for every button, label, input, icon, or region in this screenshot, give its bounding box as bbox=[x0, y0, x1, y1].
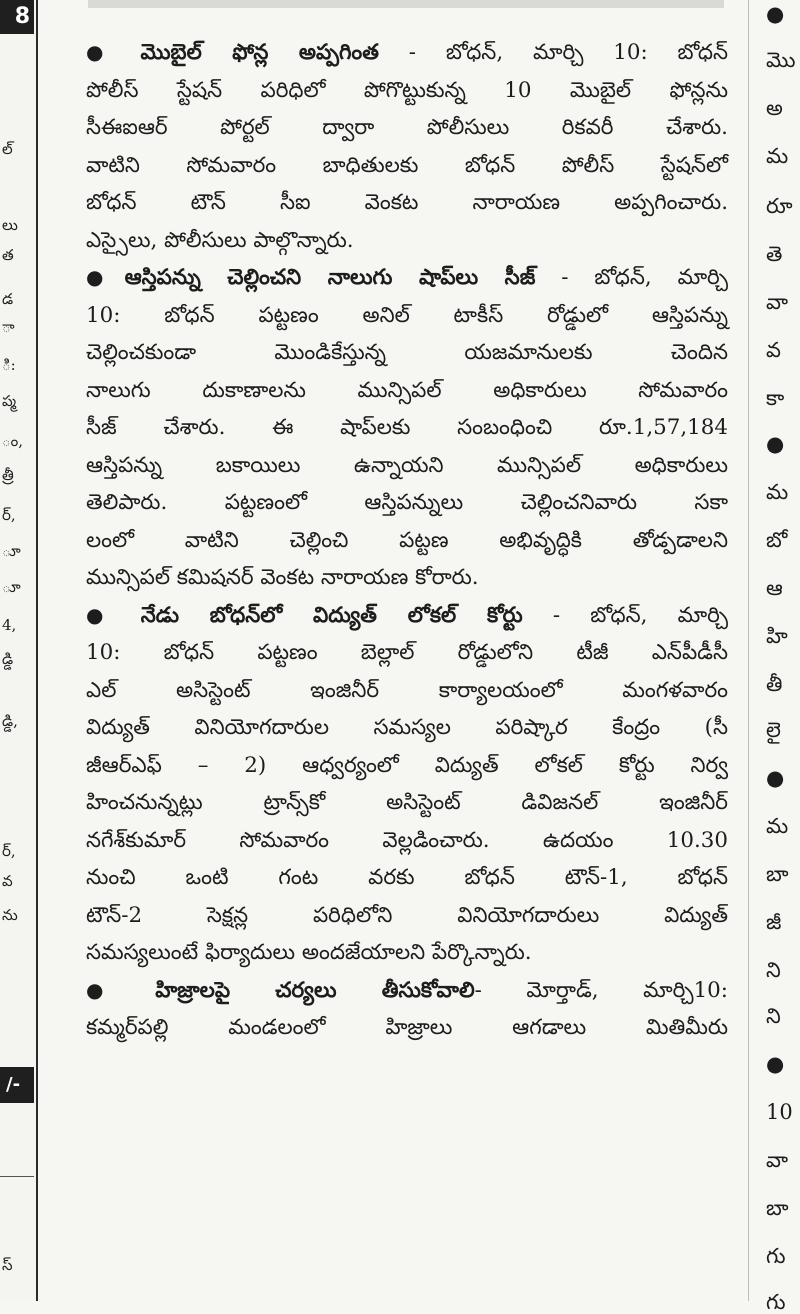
right-fragment: రూ bbox=[766, 194, 793, 218]
left-fragment: వ bbox=[2, 872, 13, 890]
left-fragment: ూ bbox=[2, 578, 21, 596]
left-fragment: 4, bbox=[2, 616, 17, 634]
right-fragment: కా bbox=[766, 386, 785, 410]
left-fragment: ా bbox=[2, 318, 15, 336]
text-line: సమస్యలుంటే ఫిర్యాదులు అందజేయాలని పేర్కొన్నారు. bbox=[86, 940, 532, 965]
left-fragment: త్రీ bbox=[2, 466, 14, 484]
right-fragment: మ bbox=[766, 144, 789, 168]
text-line: ఆస్తిపన్ను బకాయిలు ఉన్నాయని మున్సిపల్ అధికారులు bbox=[86, 452, 728, 478]
text-line: పోలీస్ స్టేషన్ పరిధిలో పోగొట్టుకున్న 10 మొబైల్ ఫోన్లను bbox=[86, 77, 728, 103]
right-fragment: బో bbox=[766, 528, 788, 552]
text-line: వాటిని సోమవారం బాధితులకు బోధన్ పోలీస్ స్టేషన్‌లో bbox=[86, 152, 728, 178]
right-fragment: 10 bbox=[766, 1100, 793, 1124]
text-line: తెలిపారు. పట్టణంలో ఆస్తిపన్నులు చెల్లించనివారు సకా bbox=[86, 490, 728, 515]
article-electricity-court: ● నేడు బోధన్‌లో విద్యుత్ లోకల్ కోర్టు - బోధన్, మార్చి 10: బోధన్ పట్టణం బెల్లాల్ రోడ్డులోని టీజీ ఎన్‌పీడీసీ ఎల్ అసిస్టెంట్ ఇంజినీర్ కార్యాలయంలో మంగళవారం విద్యుత్ వినియోగదారుల సమస్యల పరిష్కార కేంద్రం (సీ జీఆర్ఎఫ్ – 2) ఆధ్వర్యంలో విద్యుత్ లోకల్ కోర్టు నిర్వ హించనున్నట్లు ట్రాన్స్‌కో అసిస్టెంట్ డివిజనల్ ఇంజినీర్ నగేశ్‌కుమార్ సోమవారం వెల్లడించారు. ఉదయం 10.30 నుంచి ఒంటి గంట వరకు బోధన్ టౌన్-1, బోధన్ టౌన్-2 సెక్షన్ల పరిధిలోని వినియోగదారులు విద్యుత్ సమస్యలుంటే ఫిర్యాదులు అందజేయాలని పేర్కొన్నారు. bbox=[86, 597, 728, 972]
headline: మొబైల్ ఫోన్ల అప్పగింత bbox=[140, 40, 379, 65]
right-fragment: ని bbox=[766, 958, 781, 982]
article-property-tax: ●ఆస్తిపన్ను చెల్లించని నాలుగు షాప్‌లు సీజ్ - బోధన్, మార్చి 10: బోధన్ పట్టణం అనిల్ టాకీస్ రోడ్డులో ఆస్తిపన్ను చెల్లించకుండా మొండికేస్తున్న యజమానులకు చెందిన నాలుగు దుకాణాలను మున్సిపల్ అధికారులు సోమవారం సీజ్ చేశారు. ఈ షాప్‌లకు సంబంధించి రూ.1,57,184 ఆస్తిపన్ను బకాయిలు ఉన్నాయని మున్సిపల్ అధికారులు తెలిపారు. పట్టణంలో ఆస్తిపన్నులు చెల్లించనివారు సకా లంలో వాటిని చెల్లించి పట్టణ అభివృద్ధికి తోడ్పడాలని మున్సిపల్ కమిషనర్ వెంకట నారాయణ కోరారు. bbox=[86, 259, 728, 597]
right-fragment: ● bbox=[766, 2, 785, 26]
left-fragment: ూ bbox=[2, 542, 21, 560]
right-fragment: బా bbox=[766, 862, 789, 886]
right-fragment: మ bbox=[766, 814, 789, 838]
left-fragment: ర్, bbox=[2, 842, 16, 860]
text-line: సీజ్ చేశారు. ఈ షాప్‌లకు సంబంధించి రూ.1,57,184 bbox=[86, 415, 728, 440]
right-fragment: జీ bbox=[766, 910, 782, 934]
right-fragment: వా bbox=[766, 290, 789, 314]
right-fragment: తీ bbox=[766, 672, 783, 696]
left-fragment: డ bbox=[2, 290, 14, 308]
text-line: హించనున్నట్లు ట్రాన్స్‌కో అసిస్టెంట్ డివిజనల్ ఇంజినీర్ bbox=[86, 790, 728, 815]
column-divider bbox=[748, 0, 749, 1301]
right-fragment: ని bbox=[766, 1004, 781, 1028]
right-fragment: ఆ bbox=[766, 576, 783, 600]
headline: ఆస్తిపన్ను చెల్లించని నాలుగు షాప్‌లు సీజ్ bbox=[124, 265, 536, 290]
text-line: జీఆర్ఎఫ్ – 2) ఆధ్వర్యంలో విద్యుత్ లోకల్ కోర్టు నిర్వ bbox=[86, 752, 728, 778]
top-band bbox=[88, 0, 724, 8]
text-line: చెల్లించకుండా మొండికేస్తున్న యజమానులకు చెందిన bbox=[86, 340, 728, 365]
price-fragment: /- bbox=[0, 1067, 34, 1103]
right-column-fragment bbox=[760, 0, 800, 1314]
article-hijras: ● హిజ్రాలపై చర్యలు తీసుకోవాలి- మోర్తాడ్, మార్చి10: కమ్మర్‌పల్లి మండలంలో హిజ్రాలు ఆగడాలు మితిమీరు bbox=[86, 972, 728, 1047]
right-fragment: ● bbox=[766, 766, 785, 790]
text-line: బోధన్ టౌన్ సీఐ వెంకట నారాయణ అప్పగించారు. bbox=[86, 190, 728, 215]
right-fragment: హి bbox=[766, 624, 788, 648]
page-number-fragment: 8 bbox=[0, 0, 34, 34]
article-mobile-phones: ● మొబైల్ ఫోన్ల అప్పగింత - బోధన్, మార్చి 10: బోధన్ పోలీస్ స్టేషన్ పరిధిలో పోగొట్టుకున్న 10 మొబైల్ ఫోన్లను సీఈఐఆర్ పోర్టల్ ద్వారా పోలీసులు రికవరీ చేశారు. వాటిని సోమవారం బాధితులకు బోధన్ పోలీస్ స్టేషన్‌లో బోధన్ టౌన్ సీఐ వెంకట నారాయణ అప్పగించారు. ఎస్సైలు, పోలీసులు పాల్గొన్నారు. bbox=[86, 34, 728, 259]
right-fragment: మ bbox=[766, 480, 789, 504]
text-line: సీఈఐఆర్ పోర్టల్ ద్వారా పోలీసులు రికవరీ చేశారు. bbox=[86, 115, 728, 140]
right-fragment: ● bbox=[766, 1052, 785, 1076]
left-fragment: ి: bbox=[2, 356, 16, 374]
text-line: మున్సిపల్ కమిషనర్ వెంకట నారాయణ కోరారు. bbox=[86, 565, 479, 590]
left-fragment: ర్, bbox=[2, 506, 16, 524]
left-fragment: డ్డి, bbox=[2, 712, 18, 730]
right-fragment: మొ bbox=[766, 48, 796, 72]
right-fragment: లై bbox=[766, 718, 781, 742]
right-fragment: గు bbox=[766, 1290, 786, 1314]
text-line: లంలో వాటిని చెల్లించి పట్టణ అభివృద్ధికి తోడ్పడాలని bbox=[86, 527, 728, 553]
right-fragment: వా bbox=[766, 1148, 789, 1172]
bullet-icon: ● bbox=[86, 40, 127, 64]
left-fragment: డ్డి bbox=[2, 650, 14, 668]
right-fragment: గు bbox=[766, 1244, 786, 1268]
text-line: 10: బోధన్ పట్టణం బెల్లాల్ రోడ్డులోని టీజీ ఎన్‌పీడీసీ bbox=[86, 640, 728, 665]
left-fragment: ను bbox=[2, 906, 18, 924]
left-fragment: ం, bbox=[2, 432, 24, 450]
left-fragment: ల్ bbox=[2, 140, 13, 158]
right-fragment: అ bbox=[766, 96, 783, 120]
text-line: నుంచి ఒంటి గంట వరకు బోధన్ టౌన్-1, బోధన్ bbox=[86, 865, 728, 890]
left-fragment: స్ bbox=[2, 1256, 13, 1274]
text-line: కమ్మర్‌పల్లి మండలంలో హిజ్రాలు ఆగడాలు మితిమీరు bbox=[86, 1015, 728, 1040]
text-line: నగేశ్‌కుమార్ సోమవారం వెల్లడించారు. ఉదయం 10.30 bbox=[86, 827, 728, 853]
left-column-fragment bbox=[0, 0, 38, 1301]
bullet-icon: ● bbox=[86, 602, 127, 627]
right-fragment: ● bbox=[766, 432, 785, 456]
text-line: విద్యుత్ వినియోగదారుల సమస్యల పరిష్కార కేంద్రం (సీ bbox=[86, 715, 728, 740]
left-fragment: ప్మ bbox=[2, 392, 17, 410]
divider bbox=[0, 1176, 34, 1177]
text-line: నాలుగు దుకాణాలను మున్సిపల్ అధికారులు సోమవారం bbox=[86, 377, 728, 403]
text-line: ఎస్సైలు, పోలీసులు పాల్గొన్నారు. bbox=[86, 227, 354, 253]
text-line: టౌన్-2 సెక్షన్ల పరిధిలోని వినియోగదారులు విద్యుత్ bbox=[86, 902, 728, 928]
right-fragment: వ bbox=[766, 338, 781, 362]
headline: నేడు బోధన్‌లో విద్యుత్ లోకల్ కోర్టు bbox=[140, 602, 523, 628]
right-fragment: తె bbox=[766, 242, 783, 266]
bullet-icon: ● bbox=[86, 265, 123, 289]
text-line: 10: బోధన్ పట్టణం అనిల్ టాకీస్ రోడ్డులో ఆస్తిపన్ను bbox=[86, 302, 728, 328]
bullet-icon: ● bbox=[86, 977, 142, 1002]
article-column bbox=[86, 34, 728, 1047]
headline: హిజ్రాలపై చర్యలు తీసుకోవాలి bbox=[155, 977, 475, 1003]
left-fragment: త bbox=[2, 246, 14, 264]
text-line: ఎల్ అసిస్టెంట్ ఇంజినీర్ కార్యాలయంలో మంగళవారం bbox=[86, 677, 728, 703]
right-fragment: బా bbox=[766, 1196, 789, 1220]
left-fragment: లు bbox=[2, 216, 18, 234]
